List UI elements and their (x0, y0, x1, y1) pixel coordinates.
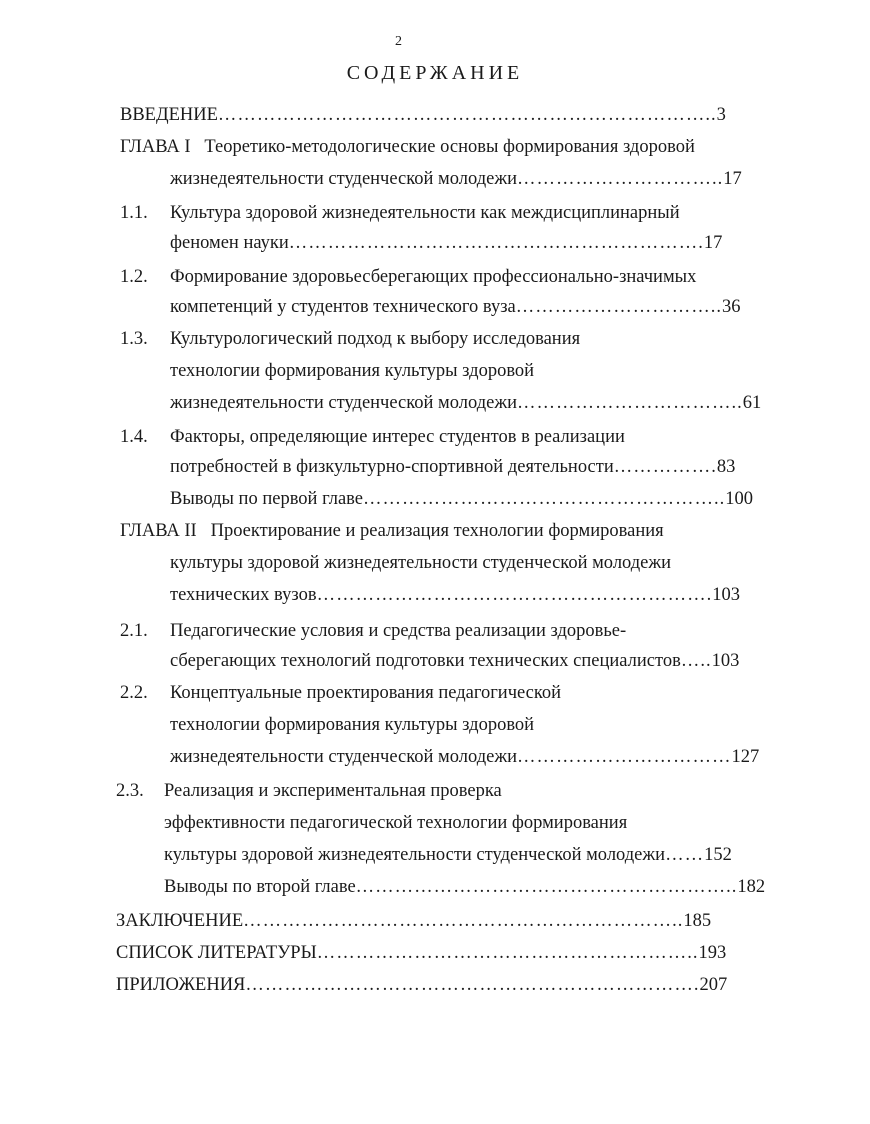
toc-page: 193 (698, 943, 727, 963)
toc-section-2-2-cont: жизнедеятельности студенческой молодежи……………………………127 (170, 747, 760, 767)
page-title: СОДЕРЖАНИЕ (346, 62, 524, 84)
toc-section-1-3-cont: жизнедеятельности студенческой молодежи……………………………..61 (170, 393, 762, 413)
toc-title: СПИСОК ЛИТЕРАТУРЫ (116, 943, 317, 963)
toc-label: ГЛАВА II (120, 521, 197, 541)
toc-chapter-1-cont: жизнедеятельности студенческой молодежи…………………………..17 (170, 169, 742, 189)
toc-title: феномен науки (170, 233, 289, 253)
toc-section-2-3-cont (164, 810, 750, 836)
toc-section-2-1-cont: сберегающих технологий подготовки технических специалистов…..103 (170, 651, 740, 671)
toc-entry-intro[interactable]: ВВЕДЕНИЕ…………………………………………………………………..3 (120, 105, 726, 125)
toc-section-1-3-cont (170, 358, 750, 384)
toc-page: 103 (712, 585, 740, 605)
toc-page: 17 (703, 233, 723, 253)
toc-title: эффективности педагогической технологии формирования (164, 813, 628, 833)
toc-title: технологии формирования культуры здоровой (170, 715, 535, 735)
toc-title: жизнедеятельности студенческой молодежи (170, 747, 518, 767)
toc-section-2-2-cont (170, 712, 750, 738)
toc-label: ГЛАВА I (120, 137, 191, 157)
toc-title: культуры здоровой жизнедеятельности студенческой молодежи (164, 845, 666, 865)
toc-num: 2.1. (120, 621, 148, 641)
page-number: 2 (395, 34, 402, 49)
toc-section-2-3[interactable] (116, 778, 756, 804)
toc-title: Педагогические условия и средства реализации здоровье- (170, 621, 627, 641)
toc-title: ЗАКЛЮЧЕНИЕ (116, 911, 244, 931)
toc-title: Выводы по первой главе (170, 489, 364, 509)
toc-section-1-3[interactable] (120, 326, 760, 352)
toc-page: 100 (725, 489, 754, 509)
toc-title: Культурологический подход к выбору исследования (170, 329, 581, 349)
toc-page: 127 (731, 747, 760, 767)
toc-title: Проектирование и реализация технологии формирования (210, 521, 664, 541)
toc-title: жизнедеятельности студенческой молодежи (170, 393, 518, 413)
toc-num: 1.4. (120, 427, 148, 447)
toc-title: компетенций у студентов технического вуза (170, 297, 516, 317)
toc-page: 83 (716, 457, 736, 477)
toc-title: технологии формирования культуры здоровой (170, 361, 535, 381)
toc-page: 182 (737, 877, 766, 897)
toc-title: Факторы, определяющие интерес студентов в реализации (170, 427, 625, 447)
toc-page: 207 (699, 975, 728, 995)
toc-page: 185 (683, 911, 712, 931)
toc-entry-conclusions-1[interactable]: Выводы по первой главе………………………………………………..100 (170, 489, 754, 509)
toc-num: 2.3. (116, 781, 144, 801)
toc-title: Теоретико-методологические основы формирования здоровой (204, 137, 695, 157)
toc-chapter-2-cont: технических вузов…………………………………………………….103 (170, 585, 740, 605)
toc-entry-bibliography[interactable]: СПИСОК ЛИТЕРАТУРЫ…………………………………………………..193 (116, 943, 727, 963)
toc-page: 61 (742, 393, 762, 413)
toc-page: 3 (716, 105, 726, 125)
toc-section-2-3-cont: культуры здоровой жизнедеятельности студенческой молодежи……152 (164, 845, 732, 865)
toc-title: сберегающих технологий подготовки технических специалистов (170, 651, 681, 671)
toc-num: 1.3. (120, 329, 148, 349)
toc-num: 2.2. (120, 683, 148, 703)
toc-title: Реализация и экспериментальная проверка (164, 781, 502, 801)
toc-title: ПРИЛОЖЕНИЯ (116, 975, 246, 995)
toc-section-1-1[interactable] (120, 200, 760, 226)
toc-title: Концептуальные проектирования педагогической (170, 683, 562, 703)
toc-title: жизнедеятельности студенческой молодежи (170, 169, 518, 189)
toc-num: 1.1. (120, 203, 148, 223)
toc-title: потребностей в физкультурно-спортивной деятельности (170, 457, 614, 477)
toc-page: 103 (711, 651, 740, 671)
toc-entry-conclusion[interactable]: ЗАКЛЮЧЕНИЕ…………………………………………………………..185 (116, 911, 712, 931)
toc-section-2-1[interactable] (120, 618, 760, 644)
toc-title: ВВЕДЕНИЕ (120, 105, 218, 125)
toc-page: 36 (722, 297, 741, 317)
toc-section-1-4[interactable] (120, 424, 760, 450)
toc-title: Культура здоровой жизнедеятельности как междисциплинарный (170, 203, 680, 223)
toc-title: Формирование здоровьесберегающих профессионально-значимых (170, 267, 697, 287)
toc-chapter-2[interactable] (120, 518, 760, 544)
toc-title: культуры здоровой жизнедеятельности студенческой молодежи (170, 553, 672, 573)
toc-section-2-2[interactable] (120, 680, 760, 706)
toc-page: 17 (723, 169, 742, 189)
toc-page: 152 (704, 845, 732, 865)
toc-title: Выводы по второй главе (164, 877, 356, 897)
toc-section-1-4-cont: потребностей в физкультурно-спортивной деятельности…………….83 (170, 457, 736, 477)
toc-entry-conclusions-2[interactable]: Выводы по второй главе…………………………………………………..182 (164, 877, 766, 897)
toc-entry-appendices[interactable]: ПРИЛОЖЕНИЯ…………………………………………………………….207 (116, 975, 728, 995)
toc-chapter-1[interactable] (120, 134, 760, 160)
toc-section-1-1-cont: феномен науки……………………………………………………….17 (170, 233, 723, 253)
toc-chapter-2-cont (170, 550, 750, 576)
toc-title: технических вузов (170, 585, 317, 605)
toc-section-1-2[interactable] (120, 264, 760, 290)
toc-num: 1.2. (120, 267, 148, 287)
toc-section-1-2-cont: компетенций у студентов технического вуза…………………………..36 (170, 297, 741, 317)
